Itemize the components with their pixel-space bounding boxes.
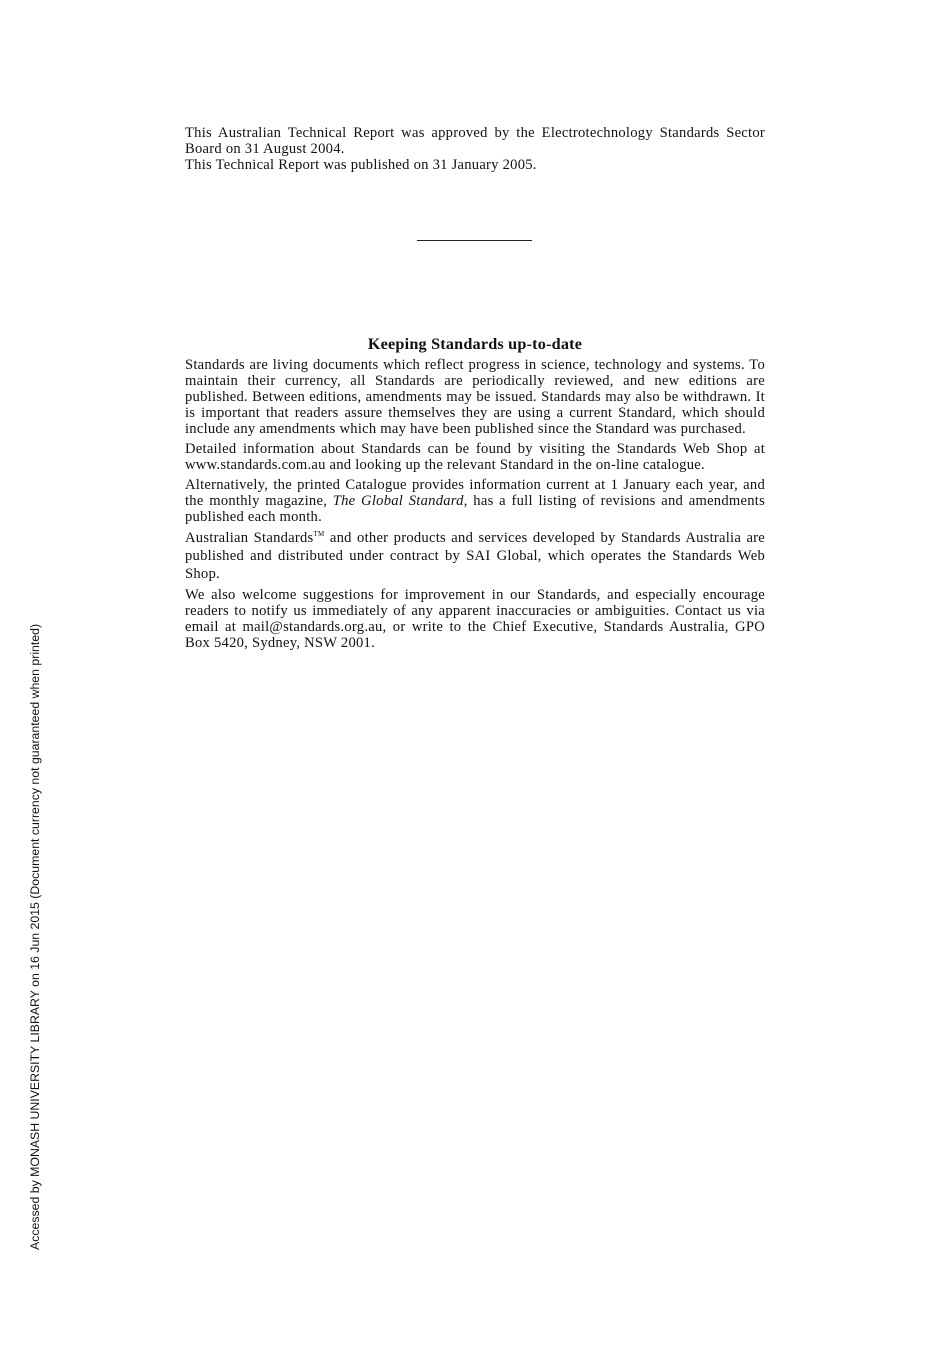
keeping-standards-section <box>185 334 765 655</box>
paragraph-suggestions: We also welcome suggestions for improvement in our Standards, and especially encourage readers to notify us immediately of any apparent inaccuracies or ambiguities. Contact us via email at mail@standards.org.au, or write to the Chief Executive, Standards Australia, GPO Box 5420, Sydney, NSW 2001. <box>185 587 765 651</box>
catalogue-text-start: Alternatively, the printed Catalogue provides information current at 1 January each year, and the monthly magazine, <box>185 477 765 509</box>
trademark-mark: TM <box>313 530 325 538</box>
horizontal-divider <box>417 240 532 241</box>
paragraph-living-documents: Standards are living documents which reflect progress in science, technology and systems. To maintain their currency, all Standards are periodically reviewed, and new editions are published. Between editions, amendments may be issued. Standards may also be withdrawn. It is important that readers assure themselves they are using a current Standard, which should include any amendments which may have been published since the Standard was purchased. <box>185 357 765 437</box>
magazine-title: The Global Standard <box>332 493 464 509</box>
access-watermark: Accessed by MONASH UNIVERSITY LIBRARY on 16 Jun 2015 (Document currency not guaranteed when printed) <box>28 623 42 1250</box>
publication-line: This Technical Report was published on 31 January 2005. <box>185 157 537 173</box>
brand-name: Australian Standards <box>185 530 314 546</box>
paragraph-sai-global <box>185 529 765 583</box>
section-heading: Keeping Standards up-to-date <box>367 335 583 353</box>
sai-global-text: and other products and services developed by Standards Australia are published and distributed under contract by SAI Global, which operates the Standards Web Shop. <box>185 530 766 582</box>
paragraph-catalogue <box>185 477 765 525</box>
catalogue-text-end: , has a full listing of revisions and amendments published each month. <box>185 493 765 525</box>
paragraph-web-shop: Detailed information about Standards can be found by visiting the Standards Web Shop at www.standards.com.au and looking up the relevant Standard in the on-line catalogue. <box>185 441 765 473</box>
approval-statement <box>185 125 765 173</box>
approval-line: This Australian Technical Report was approved by the Electrotechnology Standards Sector Board on 31 August 2004. <box>185 125 765 157</box>
